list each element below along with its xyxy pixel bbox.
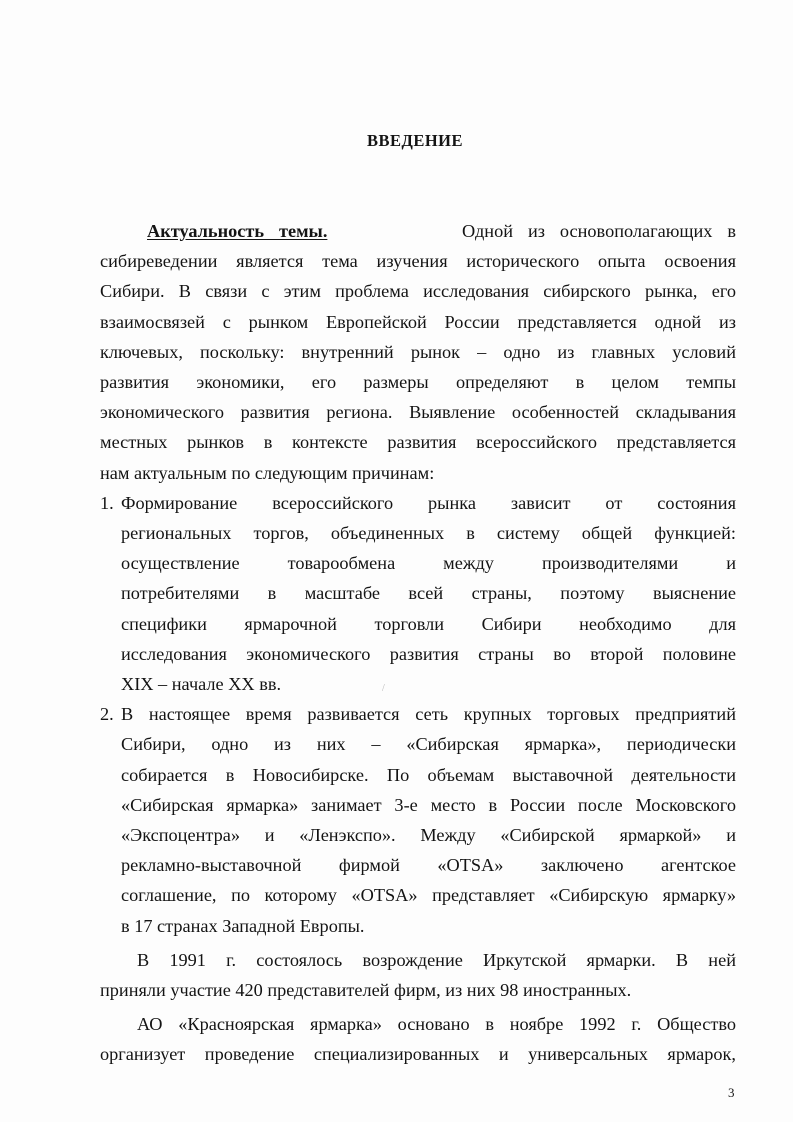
- list-line: региональных торгов, объединенных в систему общей функцией:: [121, 523, 736, 544]
- list-line: потребителями в масштабе всей страны, поэтому выяснение: [121, 583, 736, 604]
- list-line: в 17 странах Западной Европы.: [121, 915, 365, 936]
- list-line: Формирование всероссийского рынка зависит от состояния: [121, 492, 736, 513]
- intro-line: взаимосвязей с рынком Европейской России представляется одной из: [100, 311, 736, 332]
- list-line: исследования экономического развития страны во второй половине: [121, 643, 736, 664]
- intro-line: экономического развития региона. Выявление особенностей складывания: [100, 402, 736, 423]
- list-line: собирается в Новосибирске. По объемам выставочной деятельности: [121, 764, 736, 785]
- list-number: 2.: [100, 704, 114, 725]
- list-line: В настоящее время развивается сеть крупных торговых предприятий: [121, 704, 736, 725]
- list-line: «Сибирская ярмарка» занимает 3-е место в России после Московского: [121, 794, 736, 815]
- paragraph-line: приняли участие 420 представителей фирм, из них 98 иностранных.: [100, 980, 632, 1001]
- paragraph-line: В 1991 г. состоялось возрождение Иркутской ярмарки. В ней: [137, 949, 736, 970]
- list-line: специфики ярмарочной торговли Сибири необходимо для: [121, 613, 736, 634]
- paragraph-irkutsk: [100, 945, 736, 1005]
- paragraph-line: организует проведение специализированных и универсальных ярмарок,: [100, 1044, 736, 1065]
- list-item-body: [121, 488, 736, 699]
- list-line: XIX – начале XX вв.: [121, 674, 282, 695]
- body-text: [100, 216, 736, 1070]
- list-item-1: [100, 488, 736, 699]
- list-line: «Экспоцентра» и «Ленэкспо». Между «Сибирской ярмаркой» и: [121, 825, 736, 846]
- list-line: осуществление товарообмена между производителями и: [121, 553, 736, 574]
- list-item-body: [121, 699, 736, 941]
- intro-line: сибиреведении является тема изучения исторического опыта освоения: [100, 251, 736, 272]
- page-number: 3: [728, 1085, 735, 1100]
- list-line: соглашение, по которому «OTSA» представляет «Сибирскую ярмарку»: [121, 885, 736, 906]
- list-number: 1.: [100, 492, 114, 513]
- intro-line: местных рынков в контексте развития всероссийского представляется: [100, 432, 736, 453]
- paragraph-line: АО «Красноярская ярмарка» основано в ноябре 1992 г. Общество: [137, 1014, 736, 1035]
- intro-line-1-text: Одной из основополагающих в: [462, 221, 736, 241]
- section-heading: ВВЕДЕНИЕ: [366, 131, 464, 150]
- list-line: рекламно-выставочной фирмой «OTSA» заключено агентское: [121, 855, 736, 876]
- intro-line: ключевых, поскольку: внутренний рынок – одно из главных условий: [100, 341, 736, 362]
- intro-line: нам актуальным по следующим причинам:: [100, 462, 435, 483]
- list-line: Сибири, одно из них – «Сибирская ярмарка», периодически: [121, 734, 736, 755]
- intro-line: Сибири. В связи с этим проблема исследования сибирского рынка, его: [100, 281, 736, 302]
- intro-line: развития экономики, его размеры определяют в целом темпы: [100, 372, 736, 393]
- scan-speck: /: [382, 683, 385, 694]
- list-item-2: [100, 699, 736, 941]
- topic-relevance-label: Актуальность темы.: [147, 221, 328, 241]
- paragraph-krasnoyarsk: [100, 1009, 736, 1069]
- intro-line-1: [100, 216, 736, 246]
